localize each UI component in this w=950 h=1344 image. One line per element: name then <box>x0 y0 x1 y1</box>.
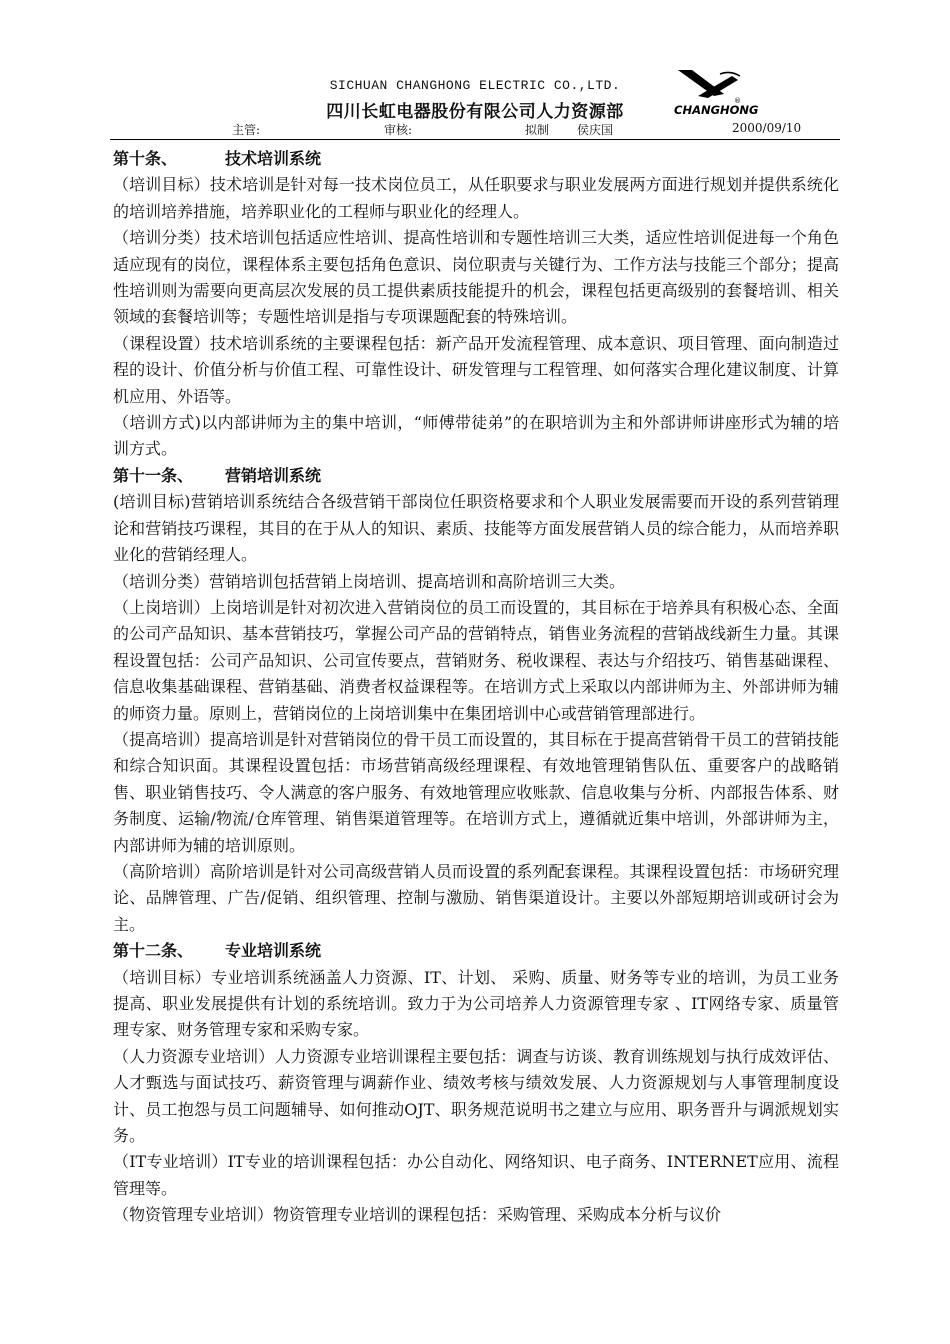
paragraph: （培训目标）专业培训系统涵盖人力资源、IT、计划、 采购、质量、财务等专业的培训，为员工业务提高、职业发展提供有计划的系统培训。致力于为公司培养人力资源管理专家 、IT网络专家、质量管理专家、财务管理专家和采购专家。 <box>113 967 839 1040</box>
section-title: 专业培训系统 <box>225 941 322 961</box>
paragraph: （培训分类）营销培训包括营销上岗培训、提高培训和高阶培训三大类。 <box>113 571 626 591</box>
section-number: 第十条、 <box>113 149 178 168</box>
paragraph: （IT专业培训）IT专业的培训课程包括：办公自动化、网络知识、电子商务、INTERNET应用、流程管理等。 <box>113 1152 839 1198</box>
section-number: 第十二条、 <box>113 941 194 961</box>
document-date: 2000/09/10 <box>732 121 802 135</box>
changhong-logo <box>668 66 760 120</box>
registered-mark: ® <box>734 97 741 105</box>
approval-line <box>110 121 840 139</box>
company-name-english: SICHUAN CHANGHONG ELECTRIC CO.,LTD. <box>329 78 621 93</box>
paragraph: （高阶培训）高阶培训是针对公司高级营销人员而设置的系列配套课程。其课程设置包括：市场研究理论、品牌管理、广告/促销、组织管理、控制与激励、销售渠道设计。主要以外部短期培训或研讨会为主。 <box>113 861 839 934</box>
paragraph: （人力资源专业培训）人力资源专业培训课程主要包括：调查与访谈、教育训练规划与执行成效评估、人才甄选与面试技巧、薪资管理与调薪作业、绩效考核与绩效发展、人力资源规划与人事管理制度设计、员工抱怨与员工问题辅导、如何推动OJT、职务规范说明书之建立与应用、职务晋升与调派规划实务。 <box>113 1046 839 1146</box>
paragraph: （培训分类）技术培训包括适应性培训、提高性培训和专题性培训三大类，适应性培训促进每一个角色适应现有的岗位，课程体系主要包括角色意识、岗位职责与关键行为、工作方法与技能三个部分；提高性培训则为需要向更高层次发展的员工提供素质技能提升的机会，课程包括更高级别的套餐培训、相关领域的套餐培训等；专题性培训是指与专项课题配套的特殊培训。 <box>113 228 839 327</box>
section-number: 第十一条、 <box>113 465 194 485</box>
document-body <box>113 146 839 1229</box>
paragraph: （物资管理专业培训）物资管理专业培训的课程包括：采购管理、采购成本分析与议价 <box>113 1205 722 1225</box>
paragraph: （提高培训）提高培训是针对营销岗位的骨干员工而设置的，其目标在于提高营销骨干员工的营销技能和综合知识面。其课程设置包括：市场营销高级经理课程、有效地管理销售队伍、重要客户的战略销售、职业销售技巧、令人满意的客户服务、有效地管理应收账款、信息收集与分析、内部报告体系、财务制度、运输/物流/仓库管理、销售渠道管理等。在培训方式上，遵循就近集中培训，外部讲师为主，内部讲师为辅的培训原则。 <box>113 729 839 855</box>
section-title: 技术培训系统 <box>225 149 322 168</box>
logo-wordmark: CHANGHONG <box>674 103 759 117</box>
reviewer-label: 审核: <box>384 123 413 137</box>
company-name-chinese: 四川长虹电器股份有限公司人力资源部 <box>326 102 624 122</box>
changhong-logo-mark-icon <box>678 70 740 98</box>
header-divider <box>110 139 840 140</box>
section-heading <box>113 938 839 964</box>
section-heading <box>113 463 839 489</box>
drafter-label: 拟制 <box>525 123 550 137</box>
section-heading <box>113 146 839 172</box>
paragraph: （上岗培训）上岗培训是针对初次进入营销岗位的员工而设置的，其目标在于培养具有积极心态、全面的公司产品知识、基本营销技巧，掌握公司产品的营销特点，销售业务流程的营销战线新生力量。其课程设置包括：公司产品知识、公司宣传要点，营销财务、税收课程、表达与介绍技巧、销售基础课程、信息收集基础课程、营销基础、消费者权益课程等。在培训方式上采取以内部讲师为主、外部讲师为辅的师资力量。原则上，营销岗位的上岗培训集中在集团培训中心或营销管理部进行。 <box>113 597 839 723</box>
supervisor-label: 主管: <box>232 123 261 137</box>
paragraph: （课程设置）技术培训系统的主要课程包括：新产品开发流程管理、成本意识、项目管理、面向制造过程的设计、价值分析与价值工程、可靠性设计、研发管理与工程管理、如何落实合理化建议制度、计算机应用、外语等。 <box>113 333 839 406</box>
paragraph: （培训方式)以内部讲师为主的集中培训，“师傅带徒弟”的在职培训为主和外部讲师讲座形式为辅的培训方式。 <box>113 413 839 459</box>
paragraph: （培训目标）技术培训是针对每一技术岗位员工，从任职要求与职业发展两方面进行规划并提供系统化的培训培养措施，培养职业化的工程师与职业化的经理人。 <box>113 175 839 221</box>
drafter-name: 侯庆国 <box>577 123 614 137</box>
paragraph: (培训目标)营销培训系统结合各级营销干部岗位任职资格要求和个人职业发展需要而开设的系列营销理论和营销技巧课程，其目的在于从人的知识、素质、技能等方面发展营销人员的综合能力，从而培养职业化的营销经理人。 <box>113 492 839 565</box>
section-title: 营销培训系统 <box>225 465 322 485</box>
